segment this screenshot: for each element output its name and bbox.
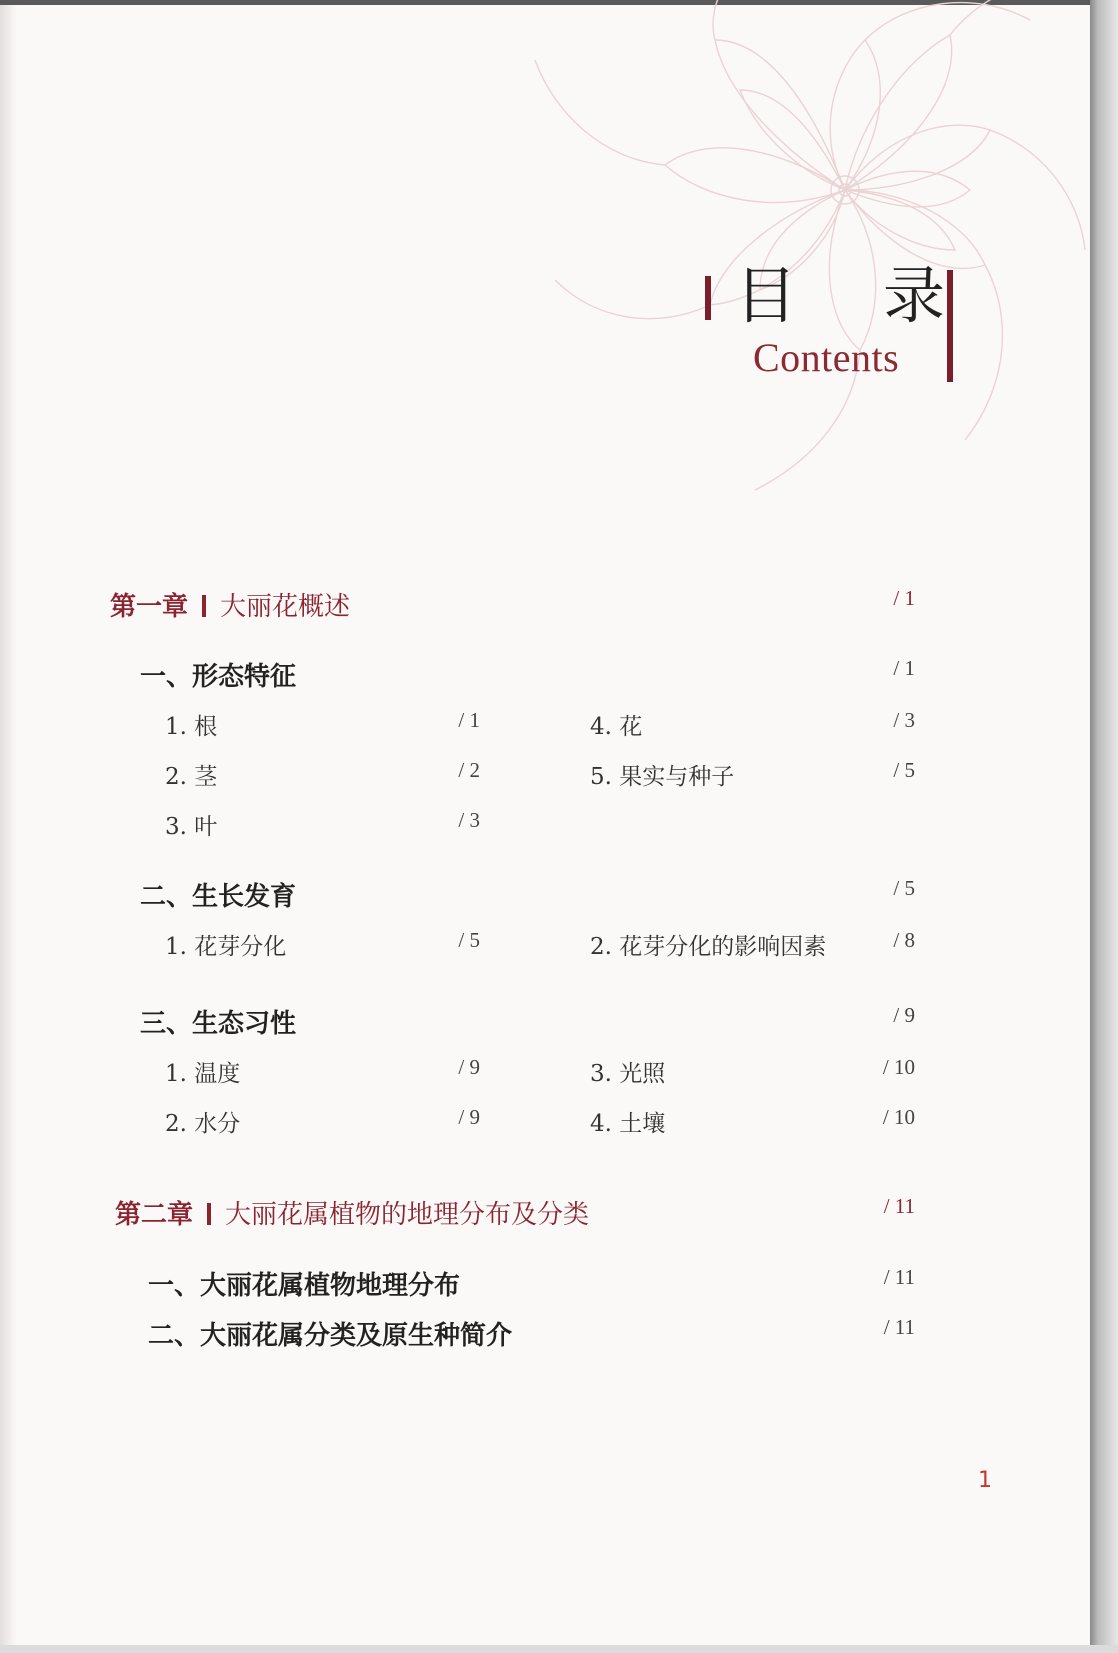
chapter-title: 大丽花概述 bbox=[220, 592, 351, 622]
toc-item-page: / 5 bbox=[458, 928, 480, 952]
toc-item[interactable]: 1. 根 bbox=[165, 714, 218, 740]
chapter-1-entry[interactable] bbox=[110, 586, 350, 623]
toc-item-page: / 1 bbox=[458, 708, 480, 732]
toc-item-page: / 2 bbox=[458, 758, 480, 782]
heading-en: Contents bbox=[753, 335, 900, 380]
chapter-1-page: / 1 bbox=[893, 586, 915, 610]
section-entry[interactable]: 一、大丽花属植物地理分布 bbox=[148, 1271, 461, 1301]
toc-item[interactable]: 1. 温度 bbox=[165, 1061, 241, 1087]
section-page: / 11 bbox=[883, 1265, 915, 1289]
chapter-2-entry[interactable] bbox=[115, 1194, 589, 1231]
section-entry[interactable]: 二、生长发育 bbox=[140, 882, 297, 912]
toc-item[interactable]: 4. 花 bbox=[590, 714, 643, 740]
toc-item[interactable]: 3. 光照 bbox=[590, 1061, 666, 1087]
toc-item-page: / 9 bbox=[458, 1055, 480, 1079]
toc-item[interactable]: 5. 果实与种子 bbox=[590, 764, 735, 790]
scan-edge-right bbox=[1090, 0, 1118, 1653]
section-page: / 1 bbox=[893, 656, 915, 680]
toc-item-page: / 10 bbox=[882, 1105, 915, 1129]
section-page: / 9 bbox=[893, 1003, 915, 1027]
toc-item[interactable]: 2. 茎 bbox=[165, 764, 218, 790]
toc-item-page: / 10 bbox=[882, 1055, 915, 1079]
toc-item[interactable]: 3. 叶 bbox=[165, 814, 218, 840]
section-entry[interactable]: 二、大丽花属分类及原生种简介 bbox=[148, 1321, 513, 1351]
toc-item[interactable]: 4. 土壤 bbox=[590, 1111, 666, 1137]
section-page: / 11 bbox=[883, 1315, 915, 1339]
section-entry[interactable]: 一、形态特征 bbox=[140, 662, 297, 692]
toc-item[interactable]: 2. 花芽分化的影响因素 bbox=[590, 934, 827, 960]
heading-zh-char-2: 录 bbox=[882, 259, 945, 332]
toc-item-page: / 3 bbox=[458, 808, 480, 832]
chapter-separator bbox=[207, 1203, 211, 1225]
toc-item[interactable]: 2. 水分 bbox=[165, 1111, 241, 1137]
chapter-title: 大丽花属植物的地理分布及分类 bbox=[225, 1200, 590, 1230]
chapter-label: 第二章 bbox=[115, 1200, 194, 1230]
chapter-2-page: / 11 bbox=[883, 1194, 915, 1218]
heading-zh-char-1: 目 bbox=[735, 259, 798, 332]
toc-item-page: / 9 bbox=[458, 1105, 480, 1129]
chapter-separator bbox=[202, 595, 206, 617]
scan-edge-bottom bbox=[0, 1645, 1118, 1653]
page-number: 1 bbox=[978, 1468, 992, 1493]
toc-item-page: / 5 bbox=[893, 758, 915, 782]
toc-item-page: / 8 bbox=[893, 928, 915, 952]
toc-item[interactable]: 1. 花芽分化 bbox=[165, 934, 287, 960]
section-entry[interactable]: 三、生态习性 bbox=[140, 1009, 297, 1039]
section-page: / 5 bbox=[893, 876, 915, 900]
chapter-label: 第一章 bbox=[110, 592, 189, 622]
toc-item-page: / 3 bbox=[893, 708, 915, 732]
